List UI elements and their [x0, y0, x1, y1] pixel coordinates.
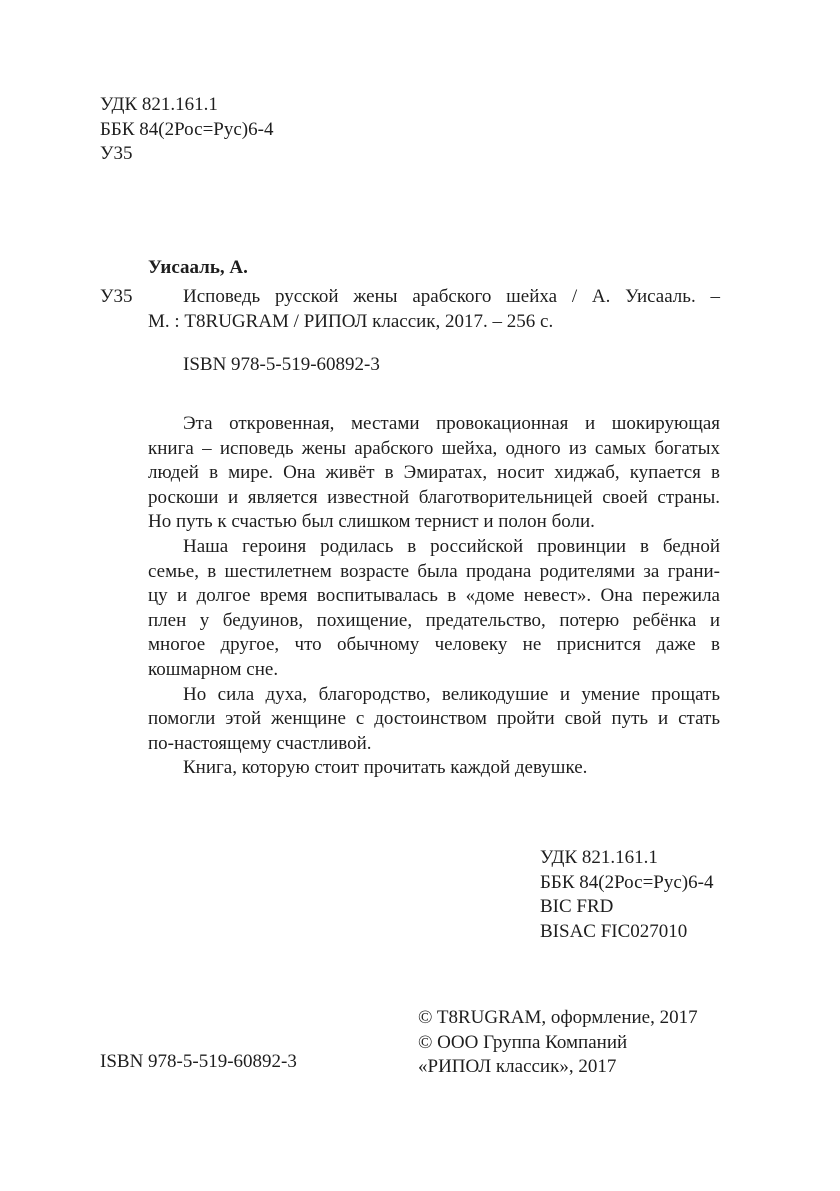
paragraph — [148, 756, 720, 781]
text-line: семье, в шестилетнем возрасте была продана родителями за грани- — [148, 560, 720, 582]
paragraph — [148, 683, 720, 757]
isbn-bottom: ISBN 978-5-519-60892-3 — [100, 1051, 297, 1072]
text-line: Но сила духа, благородство, великодушие и умение прощать — [183, 683, 720, 705]
top-classification-codes — [100, 93, 273, 167]
text-line: Эта откровенная, местами провокационная и шокирующая — [183, 413, 720, 434]
catalog-code: У35 — [100, 286, 133, 307]
copyright-line: © ООО Группа Компаний — [418, 1031, 628, 1053]
copyright-block — [418, 1006, 698, 1080]
text-line: книга – исповедь жены арабского шейха, одного из самых богатых — [148, 437, 720, 459]
text-line: Наша героиня родилась в российской провинции в бедной — [183, 535, 720, 557]
author-heading: Уисааль, А. — [148, 257, 248, 278]
author-mark: У35 — [100, 143, 133, 164]
udk-code: УДК 821.161.1 — [540, 847, 658, 868]
text-line: людей в мире. Она живёт в Эмиратах, носит хиджаб, купается в — [148, 462, 720, 484]
copyright-line: © T8RUGRAM, оформление, 2017 — [418, 1007, 698, 1028]
bbk-code: ББК 84(2Рос=Рус)6-4 — [100, 118, 274, 140]
text-line: кошмарном сне. — [148, 658, 279, 680]
paragraph — [148, 412, 720, 535]
text-line: роскоши и является известной благотворительницей своей страны. — [148, 486, 720, 508]
copyright-line: «РИПОЛ классик», 2017 — [418, 1056, 617, 1077]
bibliographic-line-1: Исповедь русской жены арабского шейха / А. Уисааль. – — [183, 286, 720, 307]
text-line: плен у бедуинов, похищение, предательство, потерю ребёнка и — [148, 609, 720, 631]
text-line: цу и долгое время воспитывалась в «доме невест». Она пережила — [148, 585, 720, 607]
bisac-code: BISAC FIC027010 — [540, 920, 688, 942]
text-line: многое другое, что обычному человеку не приснится даже в — [148, 634, 720, 656]
text-line: помогли этой женщине с достоинством пройти свой путь и стать — [148, 708, 720, 730]
text-line: по-настоящему счастливой. — [148, 732, 372, 754]
udk-code: УДК 821.161.1 — [100, 94, 218, 115]
bbk-code: ББК 84(2Рос=Рус)6-4 — [540, 871, 714, 893]
bibliographic-line-2: М. : T8RUGRAM / РИПОЛ классик, 2017. – 256 с. — [148, 311, 554, 332]
text-line: Книга, которую стоит прочитать каждой девушке. — [183, 757, 588, 779]
bic-code: BIC FRD — [540, 896, 614, 917]
paragraph — [148, 535, 720, 683]
classification-codes — [540, 846, 713, 944]
annotation — [148, 412, 720, 781]
text-line: Но путь к счастью был слишком тернист и полон боли. — [148, 511, 595, 533]
isbn-main: ISBN 978-5-519-60892-3 — [183, 354, 380, 375]
